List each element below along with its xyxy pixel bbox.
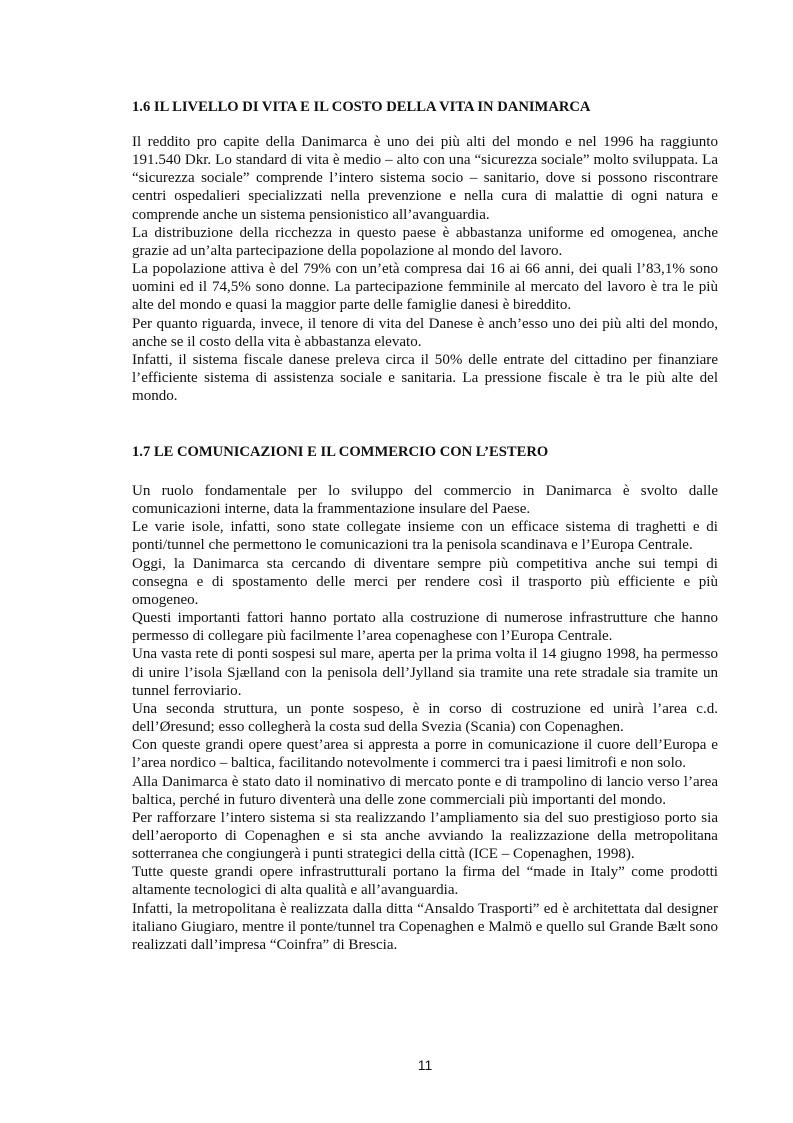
paragraph: Una vasta rete di ponti sospesi sul mare, aperta per la prima volta il 14 giugno 1998, ha permesso di unire l’isola Sjælland con la penisola dell’Jylland sia tramite una rete stradale sia tramite un tunnel ferroviario. [132,646,718,699]
paragraph: Alla Danimarca è stato dato il nominativo di mercato ponte e di trampolino di lancio verso l’area baltica, perché in futuro diventerà una delle zone commerciali più importanti del mondo. [132,773,718,808]
paragraph: Infatti, il sistema fiscale danese preleva circa il 50% delle entrate del cittadino per finanziare l’efficiente sistema di assistenza sociale e sanitaria. La pressione fiscale è tra le più alte del mondo. [132,351,718,405]
paragraph: Infatti, la metropolitana è realizzata dalla ditta “Ansaldo Trasporti” ed è architettata dal designer italiano Giugiaro, mentre il ponte/tunnel tra Copenaghen e Malmö e quello sul Grande Bælt sono realizzati dall’impresa “Coinfra” di Brescia. [132,900,718,953]
paragraph: Oggi, la Danimarca sta cercando di diventare sempre più competitiva anche sui tempi di consegna e di spostamento delle merci per rendere così il trasporto più efficiente e più omogeneo. [132,555,718,608]
page-number: 11 [417,1057,433,1073]
paragraph: Per quanto riguarda, invece, il tenore di vita del Danese è anch’esso uno dei più alti del mondo, anche se il costo della vita è abbastanza elevato. [132,315,718,350]
section-heading-communications-trade: 1.7 LE COMUNICAZIONI E IL COMMERCIO CON L’ESTERO [132,444,549,460]
paragraph: La popolazione attiva è del 79% con un’età compresa dai 16 ai 66 anni, dei quali l’83,1% sono uomini ed il 74,5% sono donne. La partecipazione femminile al mercato del lavoro è tra le più alte del mondo e quasi la maggior parte delle famiglie danesi è bireddito. [132,261,718,314]
document-page [132,0,718,1123]
paragraph: Con queste grandi opere quest’area si appresta a porre in comunicazione il cuore dell’Europa e l’area nordico – baltica, facilitando notevolmente i commerci tra i paesi limitrofi e non solo. [132,737,718,772]
paragraph: Il reddito pro capite della Danimarca è uno dei più alti del mondo e nel 1996 ha raggiunto 191.540 Dkr. Lo standard di vita è medio – alto con una “sicurezza sociale” molto sviluppata. La “sicurezza sociale” comprende l’intero sistema socio – sanitario, dove si possono riscontrare centri ospedalieri specializzati nella prevenzione e nella cura di malattie di ogni natura e comprende anche un sistema pensionistico all’avanguardia. [132,134,718,223]
paragraph: La distribuzione della ricchezza in questo paese è abbastanza uniforme ed omogenea, anche grazie ad un’alta partecipazione della popolazione al mondo del lavoro. [132,224,718,259]
paragraph: Una seconda struttura, un ponte sospeso, è in corso di costruzione ed unirà l’area c.d. dell’Øresund; esso collegherà la costa sud della Svezia (Scania) con Copenaghen. [132,700,718,736]
paragraph: Le varie isole, infatti, sono state collegate insieme con un efficace sistema di traghetti e di ponti/tunnel che permettono le comunicazioni tra la penisola scandinava e l’Europa Centrale. [132,519,718,554]
paragraph: Un ruolo fondamentale per lo sviluppo del commercio in Danimarca è svolto dalle comunicazioni interne, data la frammentazione insulare del Paese. [132,483,718,518]
section-heading-living-standard: 1.6 IL LIVELLO DI VITA E IL COSTO DELLA VITA IN DANIMARCA [132,99,591,115]
paragraph: Per rafforzare l’intero sistema si sta realizzando l’ampliamento sia del suo prestigioso porto sia dell’aeroporto di Copenaghen e si sta anche avviando la realizzazione della metropolitana sotterranea che congiungerà i punti strategici della città (ICE – Copenaghen, 1998). [132,809,718,863]
section-body-communications-trade [132,482,718,954]
paragraph: Questi importanti fattori hanno portato alla costruzione di numerose infrastrutture che hanno permesso di collegare più facilmente l’area copenaghese con l’Europa Centrale. [132,610,718,645]
section-body-living-standard [132,133,718,405]
paragraph: Tutte queste grandi opere infrastrutturali portano la firma del “made in Italy” come prodotti altamente tecnologici di alta qualità e all’avanguardia. [132,864,718,899]
